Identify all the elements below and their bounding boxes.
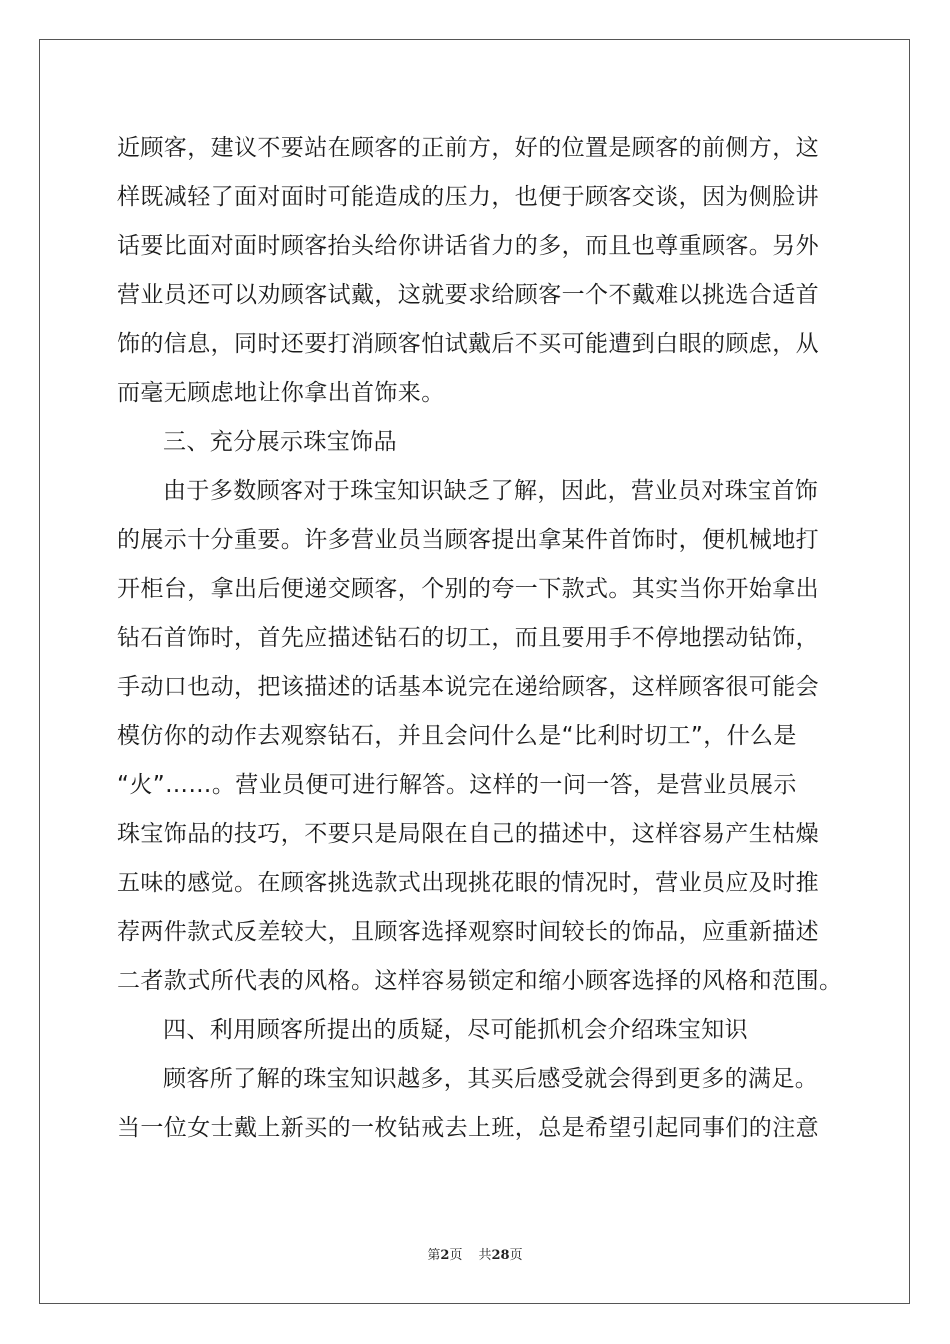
total-suffix: 页 xyxy=(509,1248,523,1263)
text-line: 荐两件款式反差较大，且顾客选择观察时间较长的饰品，应重新描述 xyxy=(117,919,819,945)
section-heading: 三、充分展示珠宝饰品 xyxy=(163,429,397,455)
text-line: 手动口也动，把该描述的话基本说完在递给顾客，这样顾客很可能会 xyxy=(117,674,819,700)
text-line: 珠宝饰品的技巧，不要只是局限在自己的描述中，这样容易产生枯燥 xyxy=(117,821,819,847)
total-prefix: 共 xyxy=(478,1248,492,1263)
text-line: 样既减轻了面对面时可能造成的压力，也便于顾客交谈，因为侧脸讲 xyxy=(117,184,819,210)
text-line: 近顾客，建议不要站在顾客的正前方，好的位置是顾客的前侧方，这 xyxy=(117,135,819,161)
section-heading: 四、利用顾客所提出的质疑，尽可能抓机会介绍珠宝知识 xyxy=(163,1017,748,1043)
text-line: 话要比面对面时顾客抬头给你讲话省力的多，而且也尊重顾客。另外 xyxy=(117,233,819,259)
text-line: “火”……。营业员便可进行解答。这样的一问一答，是营业员展示 xyxy=(117,772,797,798)
text-line: 顾客所了解的珠宝知识越多，其买后感受就会得到更多的满足。 xyxy=(163,1066,819,1092)
document-body xyxy=(117,124,843,1153)
page-suffix: 页 xyxy=(449,1248,463,1263)
text-line: 当一位女士戴上新买的一枚钻戒去上班，总是希望引起同事们的注意 xyxy=(117,1115,819,1141)
text-line: 营业员还可以劝顾客试戴，这就要求给顾客一个不戴难以挑选合适首 xyxy=(117,282,819,308)
page-number: 2 xyxy=(440,1248,450,1263)
text-line: 饰的信息，同时还要打消顾客怕试戴后不买可能遭到白眼的顾虑，从 xyxy=(117,331,819,357)
page-prefix: 第 xyxy=(427,1248,441,1263)
total-pages: 28 xyxy=(491,1248,510,1263)
text-line: 而毫无顾虑地让你拿出首饰来。 xyxy=(117,380,445,406)
text-line: 五味的感觉。在顾客挑选款式出现挑花眼的情况时，营业员应及时推 xyxy=(117,870,819,896)
text-line: 开柜台，拿出后便递交顾客，个别的夸一下款式。其实当你开始拿出 xyxy=(117,576,819,602)
text-line: 二者款式所代表的风格。这样容易锁定和缩小顾客选择的风格和范围。 xyxy=(117,968,843,994)
text-line: 的展示十分重要。许多营业员当顾客提出拿某件首饰时，便机械地打 xyxy=(117,527,819,553)
text-line: 由于多数顾客对于珠宝知识缺乏了解，因此，营业员对珠宝首饰 xyxy=(163,478,819,504)
page-footer xyxy=(0,1246,950,1266)
text-line: 钻石首饰时，首先应描述钻石的切工，而且要用手不停地摆动钻饰， xyxy=(117,625,819,651)
text-line: 模仿你的动作去观察钻石，并且会问什么是“比利时切工”，什么是 xyxy=(117,723,797,749)
